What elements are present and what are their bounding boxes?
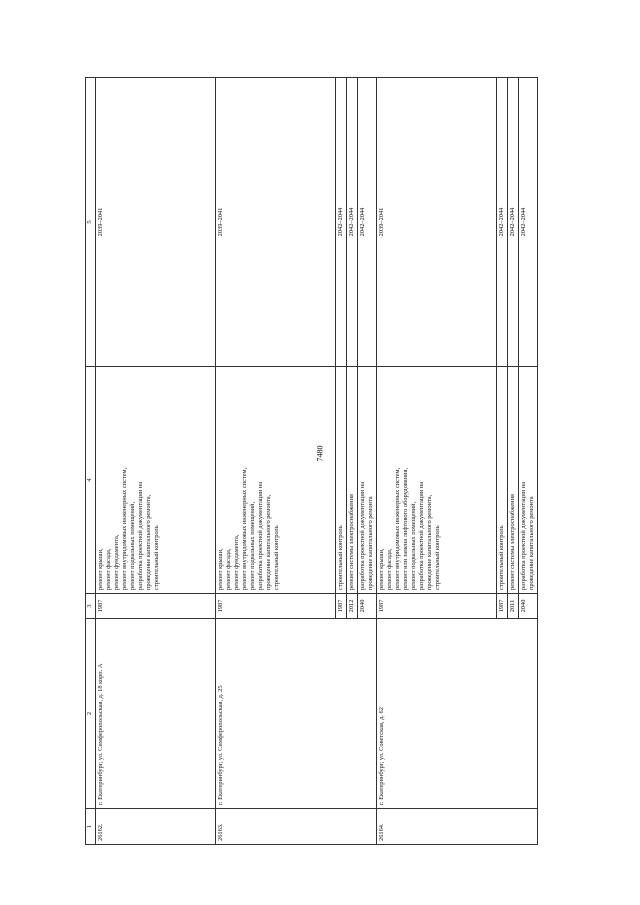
work-item: проведение капитального ремонта, <box>265 494 272 590</box>
work-item: ремонт фасада, <box>225 548 232 590</box>
work-item: разработка проектной документации на <box>257 481 264 590</box>
period-cell: 2039–2041 <box>377 78 497 367</box>
works-cell <box>377 367 497 594</box>
work-item: разработка проектной документации на <box>359 481 366 590</box>
header-cell: 1 <box>86 809 96 845</box>
header-cell: 5 <box>86 78 96 367</box>
period-cell: 2039–2041 <box>216 78 336 367</box>
work-item: ремонт или замена лифтового оборудования, <box>402 467 409 590</box>
period-cell: 2042–2044 <box>519 78 538 367</box>
work-item: строительный контроль <box>153 525 160 590</box>
period-cell: 2042–2044 <box>508 78 519 367</box>
table-row <box>96 78 216 845</box>
header-cell: 3 <box>86 594 96 619</box>
row-number-cell: 26163. <box>216 809 377 845</box>
work-item: ремонт фундамента, <box>113 534 120 590</box>
work-item: ремонт внутридомовых инженерных систем, <box>394 467 401 590</box>
year-cell: 2011 <box>508 594 519 619</box>
works-cell <box>336 367 347 594</box>
works-cell <box>96 367 216 594</box>
work-item: проведение капитального ремонта <box>367 496 374 590</box>
header-cell: 2 <box>86 619 96 809</box>
work-item: ремонт внутридомовых инженерных систем, <box>121 467 128 590</box>
work-item: проведение капитального ремонта <box>528 496 535 590</box>
address-cell: г. Екатеринбург, ул. Симферопольская, д. 25 <box>216 619 377 809</box>
page-number-text: 7480 <box>315 445 325 462</box>
work-item: ремонт подвальных помещений, <box>249 501 256 590</box>
works-cell <box>497 367 508 594</box>
table-row <box>216 78 336 845</box>
address-cell: г. Екатеринбург, ул. Советская, д. 62 <box>377 619 538 809</box>
work-item: ремонт подвальных помещений, <box>129 501 136 590</box>
year-cell: 2012 <box>347 594 358 619</box>
works-cell <box>508 367 519 594</box>
year-cell: 1987 <box>497 594 508 619</box>
year-cell: 1987 <box>96 594 216 619</box>
period-cell: 2042–2044 <box>336 78 347 367</box>
row-number-cell: 26162. <box>96 809 216 845</box>
work-item: проведение капитального ремонта, <box>426 494 433 590</box>
period-cell: 2042–2044 <box>358 78 377 367</box>
work-item: ремонт системы электроснабжения <box>509 494 516 590</box>
work-item: строительный контроль <box>273 525 280 590</box>
work-item: ремонт крыши, <box>217 548 224 590</box>
work-item: ремонт фасада, <box>386 548 393 590</box>
address-cell: г. Екатеринбург, ул. Симферопольская, д. 18 корп. А <box>96 619 216 809</box>
year-cell: 2040 <box>519 594 538 619</box>
year-cell: 2040 <box>358 594 377 619</box>
row-number-cell: 26164. <box>377 809 538 845</box>
works-cell <box>519 367 538 594</box>
period-cell: 2042–2044 <box>497 78 508 367</box>
work-item: разработка проектной документации на <box>520 481 527 590</box>
work-item: разработка проектной документации на <box>137 481 144 590</box>
table-header-row <box>86 78 96 845</box>
header-cell: 4 <box>86 367 96 594</box>
rotated-table-container <box>85 77 535 845</box>
table-body <box>96 78 538 845</box>
year-cell: 1987 <box>336 594 347 619</box>
works-cell <box>347 367 358 594</box>
work-item: разработка проектной документации на <box>418 481 425 590</box>
work-item: строительный контроль <box>498 525 505 590</box>
work-item: строительный контроль <box>337 525 344 590</box>
work-item: ремонт подвальных помещений, <box>410 501 417 590</box>
work-item: ремонт системы электроснабжения <box>348 494 355 590</box>
work-item: ремонт крыши, <box>97 548 104 590</box>
works-cell <box>216 367 336 594</box>
work-item: строительный контроль <box>434 525 441 590</box>
period-cell: 2039–2041 <box>96 78 216 367</box>
year-cell: 1987 <box>377 594 497 619</box>
works-cell <box>358 367 377 594</box>
work-item: ремонт внутридомовых инженерных систем, <box>241 467 248 590</box>
period-cell: 2042–2044 <box>347 78 358 367</box>
year-cell: 1987 <box>216 594 336 619</box>
table-row <box>377 78 497 845</box>
work-item: ремонт фундамента, <box>233 534 240 590</box>
work-item: проведение капитального ремонта, <box>145 494 152 590</box>
work-item: ремонт фасада, <box>105 548 112 590</box>
work-item: ремонт крыши, <box>378 548 385 590</box>
repair-schedule-table <box>85 77 538 845</box>
